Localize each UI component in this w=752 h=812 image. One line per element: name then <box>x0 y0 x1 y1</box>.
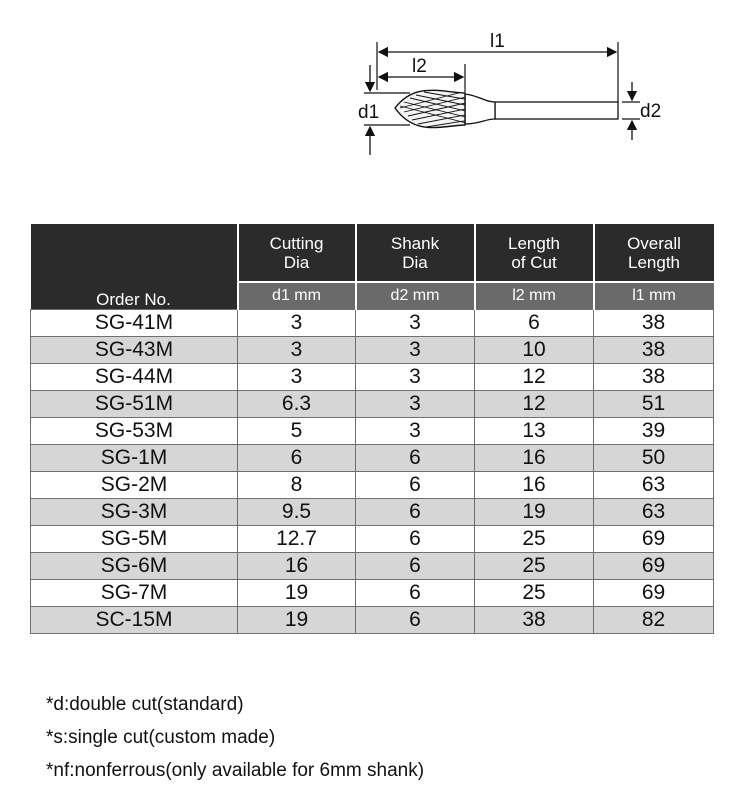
cell-shank-dia: 3 <box>356 391 475 418</box>
cell-shank-dia: 3 <box>356 310 475 337</box>
cell-overall-length: 39 <box>594 418 714 445</box>
table-row <box>31 418 714 445</box>
cell-overall-length: 51 <box>594 391 714 418</box>
d2-label: d2 <box>640 101 662 122</box>
cell-shank-dia: 6 <box>356 499 475 526</box>
cell-length-of-cut: 19 <box>475 499 594 526</box>
burr-dimension-diagram <box>340 20 700 170</box>
cell-order-no: SG-3M <box>31 499 238 526</box>
cell-shank-dia: 3 <box>356 364 475 391</box>
cell-overall-length: 38 <box>594 310 714 337</box>
unit-l2: l2 mm <box>475 282 594 310</box>
cell-overall-length: 69 <box>594 580 714 607</box>
table-row <box>31 607 714 634</box>
table-row <box>31 310 714 337</box>
cell-overall-length: 38 <box>594 337 714 364</box>
unit-l1: l1 mm <box>594 282 714 310</box>
cell-shank-dia: 6 <box>356 472 475 499</box>
header-length-of-cut: Length of Cut <box>475 224 594 282</box>
cell-order-no: SG-7M <box>31 580 238 607</box>
cell-order-no: SG-5M <box>31 526 238 553</box>
note-nonferrous: *nf:nonferrous(only available for 6mm shank) <box>46 760 425 781</box>
cell-length-of-cut: 12 <box>475 364 594 391</box>
cell-cutting-dia: 19 <box>238 607 356 634</box>
l2-label: l2 <box>412 56 427 77</box>
cell-shank-dia: 6 <box>356 445 475 472</box>
table-row <box>31 391 714 418</box>
cell-shank-dia: 6 <box>356 553 475 580</box>
header-order-no: Order No. <box>31 224 238 310</box>
cell-order-no: SC-15M <box>31 607 238 634</box>
table-row <box>31 553 714 580</box>
table-row <box>31 580 714 607</box>
cell-shank-dia: 3 <box>356 418 475 445</box>
cell-length-of-cut: 10 <box>475 337 594 364</box>
table-row <box>31 337 714 364</box>
cell-order-no: SG-6M <box>31 553 238 580</box>
cell-cutting-dia: 3 <box>238 337 356 364</box>
cell-length-of-cut: 25 <box>475 553 594 580</box>
cell-overall-length: 38 <box>594 364 714 391</box>
cell-length-of-cut: 38 <box>475 607 594 634</box>
cell-cutting-dia: 8 <box>238 472 356 499</box>
note-single-cut: *s:single cut(custom made) <box>46 727 276 748</box>
cell-length-of-cut: 12 <box>475 391 594 418</box>
cell-order-no: SG-43M <box>31 337 238 364</box>
l1-label: l1 <box>490 31 505 52</box>
cell-cutting-dia: 3 <box>238 364 356 391</box>
cell-overall-length: 63 <box>594 499 714 526</box>
table-row <box>31 472 714 499</box>
header-cutting-dia: Cutting Dia <box>238 224 356 282</box>
cell-order-no: SG-2M <box>31 472 238 499</box>
cell-length-of-cut: 25 <box>475 580 594 607</box>
cell-cutting-dia: 6.3 <box>238 391 356 418</box>
cell-length-of-cut: 16 <box>475 472 594 499</box>
cell-overall-length: 82 <box>594 607 714 634</box>
unit-d1: d1 mm <box>238 282 356 310</box>
cell-overall-length: 50 <box>594 445 714 472</box>
cell-cutting-dia: 16 <box>238 553 356 580</box>
cell-cutting-dia: 12.7 <box>238 526 356 553</box>
table-row <box>31 364 714 391</box>
cell-cutting-dia: 19 <box>238 580 356 607</box>
cell-order-no: SG-44M <box>31 364 238 391</box>
cell-overall-length: 69 <box>594 553 714 580</box>
table-row <box>31 499 714 526</box>
burr-neck <box>465 94 495 124</box>
table-row <box>31 445 714 472</box>
cell-length-of-cut: 25 <box>475 526 594 553</box>
cell-shank-dia: 6 <box>356 580 475 607</box>
d1-label: d1 <box>358 102 380 123</box>
cell-overall-length: 69 <box>594 526 714 553</box>
table-row <box>31 526 714 553</box>
table-body <box>31 310 714 634</box>
cell-order-no: SG-41M <box>31 310 238 337</box>
cell-order-no: SG-1M <box>31 445 238 472</box>
cell-cutting-dia: 9.5 <box>238 499 356 526</box>
burr-head <box>395 90 470 128</box>
footnotes <box>46 688 424 787</box>
cell-length-of-cut: 6 <box>475 310 594 337</box>
cell-cutting-dia: 3 <box>238 310 356 337</box>
cell-shank-dia: 3 <box>356 337 475 364</box>
cell-overall-length: 63 <box>594 472 714 499</box>
header-shank-dia: Shank Dia <box>356 224 475 282</box>
unit-d2: d2 mm <box>356 282 475 310</box>
cell-cutting-dia: 6 <box>238 445 356 472</box>
cell-order-no: SG-53M <box>31 418 238 445</box>
cell-length-of-cut: 16 <box>475 445 594 472</box>
burr-shank <box>495 102 618 119</box>
cell-shank-dia: 6 <box>356 526 475 553</box>
note-double-cut: *d:double cut(standard) <box>46 694 244 715</box>
cell-order-no: SG-51M <box>31 391 238 418</box>
cell-cutting-dia: 5 <box>238 418 356 445</box>
spec-table <box>30 224 714 634</box>
cell-shank-dia: 6 <box>356 607 475 634</box>
cell-length-of-cut: 13 <box>475 418 594 445</box>
header-overall-length: Overall Length <box>594 224 714 282</box>
